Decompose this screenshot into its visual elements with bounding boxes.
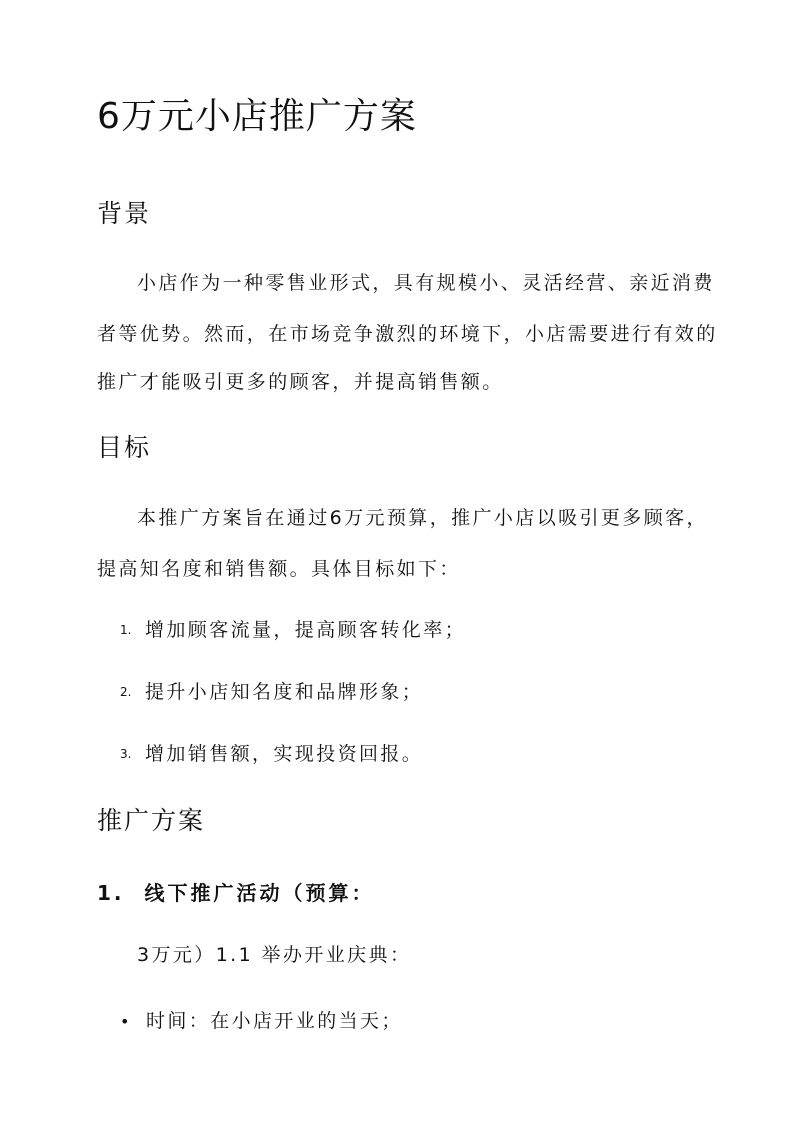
bullet-item-text: 时间：在小店开业的当天； xyxy=(146,1010,403,1032)
goal-list-item xyxy=(120,679,423,705)
section-heading-background: 背景 xyxy=(97,199,152,228)
goal-list-item xyxy=(120,741,423,767)
document-title: 6万元小店推广方案 xyxy=(97,96,417,137)
background-paragraph-line: 者等优势。然而，在市场竞争激烈的环境下，小店需要进行有效的 xyxy=(97,323,718,345)
section-heading-goals: 目标 xyxy=(97,433,152,462)
goals-paragraph-line: 提高知名度和销售额。具体目标如下： xyxy=(97,558,461,580)
list-number: 3. xyxy=(120,747,132,761)
plan-subheading: 1. 线下推广活动（预算： xyxy=(97,881,375,905)
plan-bullet-item xyxy=(120,1008,403,1035)
list-item-text: 增加顾客流量，提高顾客转化率； xyxy=(145,619,467,641)
plan-continuation-line: 3万元）1.1 举办开业庆典： xyxy=(137,944,412,966)
list-item-text: 增加销售额，实现投资回报。 xyxy=(145,743,424,765)
list-number: 2. xyxy=(120,685,132,699)
goal-list-item xyxy=(120,617,466,643)
bullet-icon: • xyxy=(120,1012,130,1031)
background-paragraph-line: 小店作为一种零售业形式，具有规模小、灵活经营、亲近消费 xyxy=(137,272,715,294)
goals-paragraph-line: 本推广方案旨在通过6万元预算，推广小店以吸引更多顾客， xyxy=(137,507,708,529)
list-number: 1. xyxy=(120,623,132,637)
section-heading-plan: 推广方案 xyxy=(97,806,206,835)
background-paragraph-line: 推广才能吸引更多的顾客，并提高销售额。 xyxy=(97,371,504,393)
list-item-text: 提升小店知名度和品牌形象； xyxy=(145,681,424,703)
